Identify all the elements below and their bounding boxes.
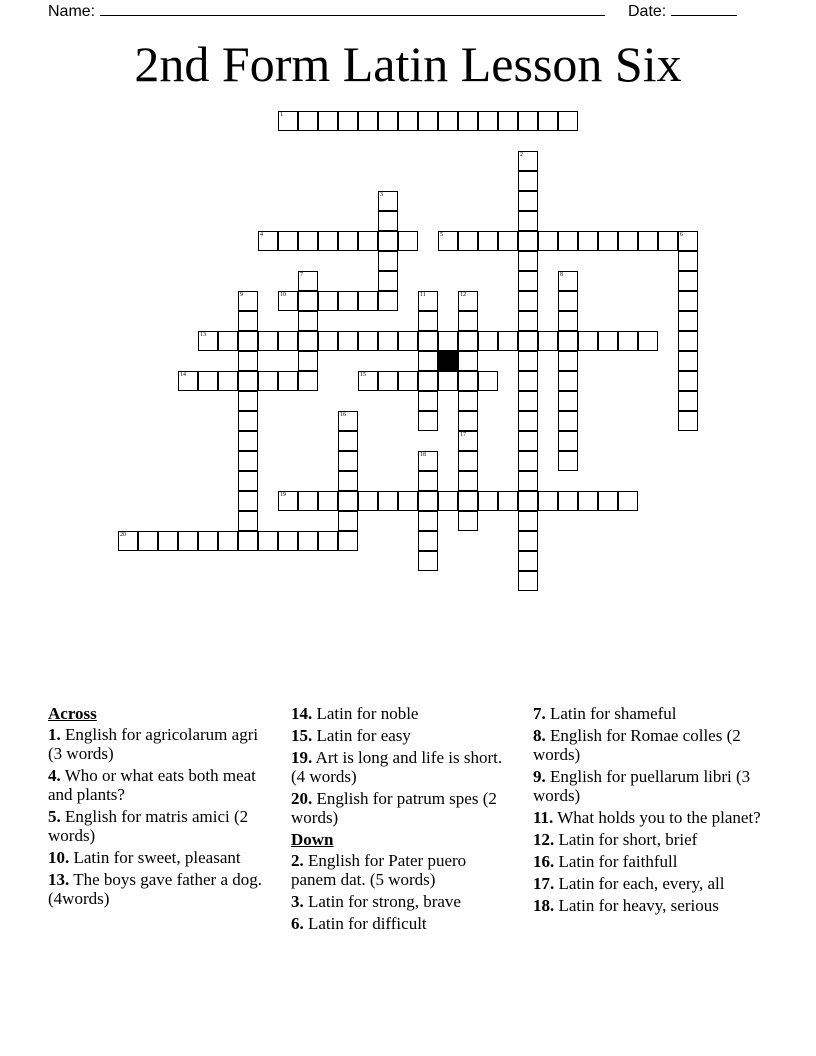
grid-cell[interactable]	[558, 371, 578, 391]
clue-number: 16	[340, 412, 346, 418]
grid-cell[interactable]	[378, 291, 398, 311]
grid-cell[interactable]	[298, 531, 318, 551]
grid-cell[interactable]	[558, 431, 578, 451]
grid-cell[interactable]	[518, 391, 538, 411]
grid-cell[interactable]	[458, 311, 478, 331]
grid-cell[interactable]	[458, 111, 478, 131]
grid-cell[interactable]	[578, 491, 598, 511]
clue-number-label: 9.	[533, 767, 546, 786]
clue-item	[533, 852, 763, 871]
grid-cell[interactable]	[458, 491, 478, 511]
grid-cell[interactable]	[538, 231, 558, 251]
clue-text: English for matris amici (2 words)	[48, 807, 249, 845]
grid-cell[interactable]	[418, 511, 438, 531]
grid-cell[interactable]	[298, 231, 318, 251]
grid-cell[interactable]	[198, 331, 218, 351]
grid-cell[interactable]	[258, 331, 278, 351]
grid-cell[interactable]	[338, 511, 358, 531]
grid-cell[interactable]	[378, 491, 398, 511]
grid-cell[interactable]	[678, 311, 698, 331]
grid-cell[interactable]	[518, 291, 538, 311]
grid-cell[interactable]	[638, 231, 658, 251]
down-clue-list-2	[533, 704, 763, 915]
clue-number-label: 3.	[291, 892, 304, 911]
grid-cell[interactable]	[418, 111, 438, 131]
grid-cell[interactable]	[418, 391, 438, 411]
clues-column-1	[48, 704, 273, 911]
clue-number-label: 1.	[48, 725, 61, 744]
grid-cell[interactable]	[438, 111, 458, 131]
grid-cell[interactable]	[678, 271, 698, 291]
grid-cell[interactable]	[518, 271, 538, 291]
grid-cell[interactable]	[318, 531, 338, 551]
grid-cell[interactable]	[678, 411, 698, 431]
grid-cell[interactable]	[438, 491, 458, 511]
clue-item	[291, 748, 511, 786]
grid-cell[interactable]	[278, 111, 298, 131]
grid-cell[interactable]	[318, 111, 338, 131]
grid-cell[interactable]	[358, 231, 378, 251]
grid-cell[interactable]	[338, 531, 358, 551]
grid-cell[interactable]	[338, 431, 358, 451]
grid-cell[interactable]	[378, 211, 398, 231]
grid-cell[interactable]	[418, 471, 438, 491]
clue-item	[533, 704, 763, 723]
grid-cell[interactable]	[378, 371, 398, 391]
clue-item	[533, 767, 763, 805]
clue-number: 12	[460, 292, 466, 298]
grid-cell[interactable]	[298, 351, 318, 371]
clue-item	[48, 807, 273, 845]
grid-cell[interactable]	[498, 231, 518, 251]
grid-cell[interactable]	[478, 491, 498, 511]
clue-text: English for agricolarum agri (3 words)	[48, 725, 259, 763]
clue-number: 11	[420, 292, 426, 298]
clue-text: English for patrum spes (2 words)	[291, 789, 497, 827]
clue-text: Latin for faithfull	[554, 852, 678, 871]
grid-cell[interactable]	[318, 291, 338, 311]
grid-cell[interactable]	[338, 411, 358, 431]
grid-cell[interactable]	[558, 231, 578, 251]
clue-number: 1	[280, 112, 283, 118]
grid-cell[interactable]	[198, 531, 218, 551]
grid-cell[interactable]	[458, 471, 478, 491]
grid-cell[interactable]	[558, 291, 578, 311]
grid-cell[interactable]	[458, 431, 478, 451]
grid-cell[interactable]	[418, 371, 438, 391]
grid-cell[interactable]	[238, 331, 258, 351]
grid-cell[interactable]	[518, 231, 538, 251]
clue-text: Latin for short, brief	[554, 830, 698, 849]
grid-cell[interactable]	[238, 351, 258, 371]
grid-cell[interactable]	[238, 531, 258, 551]
grid-cell[interactable]	[358, 371, 378, 391]
grid-cell[interactable]	[618, 491, 638, 511]
grid-cell[interactable]	[498, 331, 518, 351]
clues-column-2	[291, 704, 511, 936]
grid-cell[interactable]	[298, 331, 318, 351]
clue-number-label: 6.	[291, 914, 304, 933]
grid-cell[interactable]	[218, 371, 238, 391]
grid-cell[interactable]	[358, 111, 378, 131]
clue-text: English for Pater puero panem dat. (5 words)	[291, 851, 467, 889]
grid-cell[interactable]	[398, 371, 418, 391]
grid-cell[interactable]	[678, 351, 698, 371]
grid-cell[interactable]	[458, 351, 478, 371]
grid-cell[interactable]	[378, 191, 398, 211]
across-clue-list-2	[291, 704, 511, 827]
grid-cell[interactable]	[618, 231, 638, 251]
grid-cell[interactable]	[498, 111, 518, 131]
clue-text: Latin for shameful	[545, 704, 677, 723]
across-clue-list-1	[48, 725, 273, 908]
grid-cell[interactable]	[118, 531, 138, 551]
clue-text: Latin for each, every, all	[554, 874, 725, 893]
clue-item	[48, 766, 273, 804]
date-label: Date:	[628, 3, 667, 20]
clue-item	[291, 892, 511, 911]
grid-cell[interactable]	[638, 331, 658, 351]
clue-item	[48, 725, 273, 763]
clue-text: Latin for easy	[312, 726, 411, 745]
grid-cell[interactable]	[558, 271, 578, 291]
grid-cell[interactable]	[458, 451, 478, 471]
grid-cell[interactable]	[538, 111, 558, 131]
grid-cell[interactable]	[338, 491, 358, 511]
grid-cell[interactable]	[238, 431, 258, 451]
clue-text: Latin for strong, brave	[303, 892, 461, 911]
clue-number: 2	[520, 152, 523, 158]
clue-text: Latin for noble	[312, 704, 419, 723]
clue-number-label: 16.	[533, 852, 555, 871]
clue-item	[291, 704, 511, 723]
clue-text: English for puellarum libri (3 words)	[533, 767, 751, 805]
grid-cell[interactable]	[518, 531, 538, 551]
grid-cell[interactable]	[258, 231, 278, 251]
grid-cell[interactable]	[358, 491, 378, 511]
grid-cell[interactable]	[578, 231, 598, 251]
grid-cell[interactable]	[458, 371, 478, 391]
grid-cell[interactable]	[598, 491, 618, 511]
grid-cell[interactable]	[298, 291, 318, 311]
grid-cell[interactable]	[518, 551, 538, 571]
grid-cell[interactable]	[238, 411, 258, 431]
clue-number: 19	[280, 492, 286, 498]
grid-cell[interactable]	[238, 511, 258, 531]
grid-cell[interactable]	[338, 451, 358, 471]
grid-cell[interactable]	[298, 311, 318, 331]
grid-cell[interactable]	[378, 231, 398, 251]
grid-cell[interactable]	[438, 331, 458, 351]
grid-cell[interactable]	[418, 531, 438, 551]
clue-number: 15	[360, 372, 366, 378]
grid-cell[interactable]	[258, 371, 278, 391]
grid-cell[interactable]	[298, 111, 318, 131]
grid-cell[interactable]	[318, 231, 338, 251]
down-clue-list-1	[291, 851, 511, 933]
clue-number-label: 8.	[533, 726, 546, 745]
clue-number-label: 2.	[291, 851, 304, 870]
clue-item	[533, 896, 763, 915]
clue-number: 17	[460, 432, 466, 438]
clue-number-label: 19.	[291, 748, 313, 767]
grid-cell[interactable]	[278, 491, 298, 511]
grid-cell[interactable]	[418, 491, 438, 511]
grid-cell[interactable]	[518, 431, 538, 451]
clue-text: Latin for sweet, pleasant	[69, 848, 241, 867]
grid-cell[interactable]	[558, 391, 578, 411]
grid-cell[interactable]	[678, 291, 698, 311]
grid-cell[interactable]	[498, 491, 518, 511]
grid-cell[interactable]	[338, 331, 358, 351]
grid-cell[interactable]	[558, 311, 578, 331]
clue-number: 3	[380, 192, 383, 198]
grid-cell[interactable]	[338, 471, 358, 491]
clue-number: 14	[180, 372, 186, 378]
grid-cell[interactable]	[418, 451, 438, 471]
clue-text: Latin for difficult	[303, 914, 427, 933]
clue-item	[291, 851, 511, 889]
grid-cell[interactable]	[298, 371, 318, 391]
clue-number-label: 4.	[48, 766, 61, 785]
grid-cell[interactable]	[418, 411, 438, 431]
clue-number: 7	[300, 272, 303, 278]
grid-cell[interactable]	[518, 571, 538, 591]
clue-text: What holds you to the planet?	[553, 808, 761, 827]
grid-cell[interactable]	[678, 371, 698, 391]
across-heading: Across	[48, 704, 97, 723]
grid-cell[interactable]	[458, 411, 478, 431]
grid-cell[interactable]	[478, 371, 498, 391]
grid-cell[interactable]	[598, 331, 618, 351]
clue-text: The boys gave father a dog. (4words)	[48, 870, 263, 908]
clue-item	[291, 789, 511, 827]
clue-number-label: 20.	[291, 789, 313, 808]
grid-cell[interactable]	[478, 111, 498, 131]
page-title: 2nd Form Latin Lesson Six	[134, 36, 682, 92]
clue-item	[533, 830, 763, 849]
clue-item	[48, 870, 273, 908]
clue-item	[533, 808, 763, 827]
clue-text: English for Romae colles (2 words)	[533, 726, 741, 764]
grid-cell[interactable]	[318, 491, 338, 511]
down-heading: Down	[291, 830, 334, 849]
grid-cell[interactable]	[458, 331, 478, 351]
grid-cell[interactable]	[518, 451, 538, 471]
clue-number-label: 13.	[48, 870, 70, 889]
grid-cell[interactable]	[518, 311, 538, 331]
grid-cell[interactable]	[478, 231, 498, 251]
grid-cell[interactable]	[418, 291, 438, 311]
grid-cell[interactable]	[238, 311, 258, 331]
grid-cell[interactable]	[518, 171, 538, 191]
grid-cell[interactable]	[558, 331, 578, 351]
clue-number: 10	[280, 292, 286, 298]
grid-cell[interactable]	[278, 371, 298, 391]
grid-cell[interactable]	[518, 191, 538, 211]
grid-cell[interactable]	[518, 511, 538, 531]
grid-cell[interactable]	[378, 111, 398, 131]
grid-cell[interactable]	[518, 331, 538, 351]
grid-cell[interactable]	[618, 331, 638, 351]
grid-cell[interactable]	[578, 331, 598, 351]
grid-cell[interactable]	[558, 411, 578, 431]
clue-text: Who or what eats both meat and plants?	[48, 766, 256, 804]
grid-cell[interactable]	[238, 371, 258, 391]
grid-cell[interactable]	[238, 491, 258, 511]
grid-cell[interactable]	[318, 331, 338, 351]
grid-cell[interactable]	[358, 331, 378, 351]
grid-cell[interactable]	[458, 511, 478, 531]
grid-cell[interactable]	[178, 531, 198, 551]
clue-number-label: 10.	[48, 848, 70, 867]
grid-cell[interactable]	[478, 331, 498, 351]
clue-text: Art is long and life is short. (4 words)	[291, 748, 503, 786]
grid-cell[interactable]	[398, 331, 418, 351]
black-square	[438, 351, 458, 371]
grid-cell[interactable]	[338, 111, 358, 131]
clue-item	[533, 874, 763, 893]
grid-cell[interactable]	[378, 331, 398, 351]
grid-cell[interactable]	[158, 531, 178, 551]
clue-number: 5	[440, 232, 443, 238]
grid-cell[interactable]	[518, 371, 538, 391]
name-label: Name:	[48, 3, 96, 20]
grid-cell[interactable]	[398, 111, 418, 131]
grid-cell[interactable]	[518, 411, 538, 431]
grid-cell[interactable]	[218, 331, 238, 351]
grid-cell[interactable]	[678, 231, 698, 251]
grid-cell[interactable]	[458, 391, 478, 411]
grid-cell[interactable]	[398, 231, 418, 251]
grid-cell[interactable]	[418, 331, 438, 351]
grid-cell[interactable]	[518, 351, 538, 371]
clue-text: Latin for heavy, serious	[554, 896, 719, 915]
grid-cell[interactable]	[398, 491, 418, 511]
grid-cell[interactable]	[518, 211, 538, 231]
clue-number-label: 7.	[533, 704, 546, 723]
clue-number-label: 11.	[533, 808, 554, 827]
grid-cell[interactable]	[438, 371, 458, 391]
grid-cell[interactable]	[378, 251, 398, 271]
grid-cell[interactable]	[278, 531, 298, 551]
clue-number: 4	[260, 232, 263, 238]
clue-number: 6	[680, 232, 683, 238]
grid-cell[interactable]	[138, 531, 158, 551]
clues-column-3	[533, 704, 763, 918]
grid-cell[interactable]	[678, 331, 698, 351]
grid-cell[interactable]	[458, 231, 478, 251]
grid-cell[interactable]	[458, 291, 478, 311]
grid-cell[interactable]	[598, 231, 618, 251]
grid-cell[interactable]	[238, 451, 258, 471]
grid-cell[interactable]	[678, 391, 698, 411]
clue-number-label: 15.	[291, 726, 313, 745]
clue-item	[291, 914, 511, 933]
grid-cell[interactable]	[238, 391, 258, 411]
grid-cell[interactable]	[538, 331, 558, 351]
clue-item	[48, 848, 273, 867]
clue-item	[291, 726, 511, 745]
grid-cell[interactable]	[438, 231, 458, 251]
grid-cell[interactable]	[278, 231, 298, 251]
grid-cell[interactable]	[278, 331, 298, 351]
grid-cell[interactable]	[518, 491, 538, 511]
grid-cell[interactable]	[298, 271, 318, 291]
grid-cell[interactable]	[518, 111, 538, 131]
grid-cell[interactable]	[418, 351, 438, 371]
clue-number: 8	[560, 272, 563, 278]
clue-number: 13	[200, 332, 206, 338]
clue-number: 20	[120, 532, 126, 538]
grid-cell[interactable]	[658, 231, 678, 251]
clue-number-label: 17.	[533, 874, 555, 893]
grid-cell[interactable]	[558, 351, 578, 371]
clue-number: 18	[420, 452, 426, 458]
clue-number-label: 5.	[48, 807, 61, 826]
grid-cell[interactable]	[238, 291, 258, 311]
grid-cell[interactable]	[418, 551, 438, 571]
grid-cell[interactable]	[218, 531, 238, 551]
grid-cell[interactable]	[518, 251, 538, 271]
grid-cell[interactable]	[338, 291, 358, 311]
grid-cell[interactable]	[558, 451, 578, 471]
grid-cell[interactable]	[198, 371, 218, 391]
grid-cell[interactable]	[558, 491, 578, 511]
clue-number-label: 12.	[533, 830, 555, 849]
clue-number: 9	[240, 292, 243, 298]
grid-cell[interactable]	[278, 291, 298, 311]
grid-cell[interactable]	[518, 151, 538, 171]
grid-cell[interactable]	[178, 371, 198, 391]
clue-number-label: 18.	[533, 896, 555, 915]
grid-cell[interactable]	[358, 291, 378, 311]
clue-item	[533, 726, 763, 764]
grid-cell[interactable]	[298, 491, 318, 511]
grid-cell[interactable]	[558, 111, 578, 131]
grid-cell[interactable]	[678, 251, 698, 271]
grid-cell[interactable]	[338, 231, 358, 251]
grid-cell[interactable]	[258, 531, 278, 551]
grid-cell[interactable]	[518, 471, 538, 491]
grid-cell[interactable]	[378, 271, 398, 291]
clue-number-label: 14.	[291, 704, 313, 723]
grid-cell[interactable]	[538, 491, 558, 511]
grid-cell[interactable]	[238, 471, 258, 491]
grid-cell[interactable]	[418, 311, 438, 331]
